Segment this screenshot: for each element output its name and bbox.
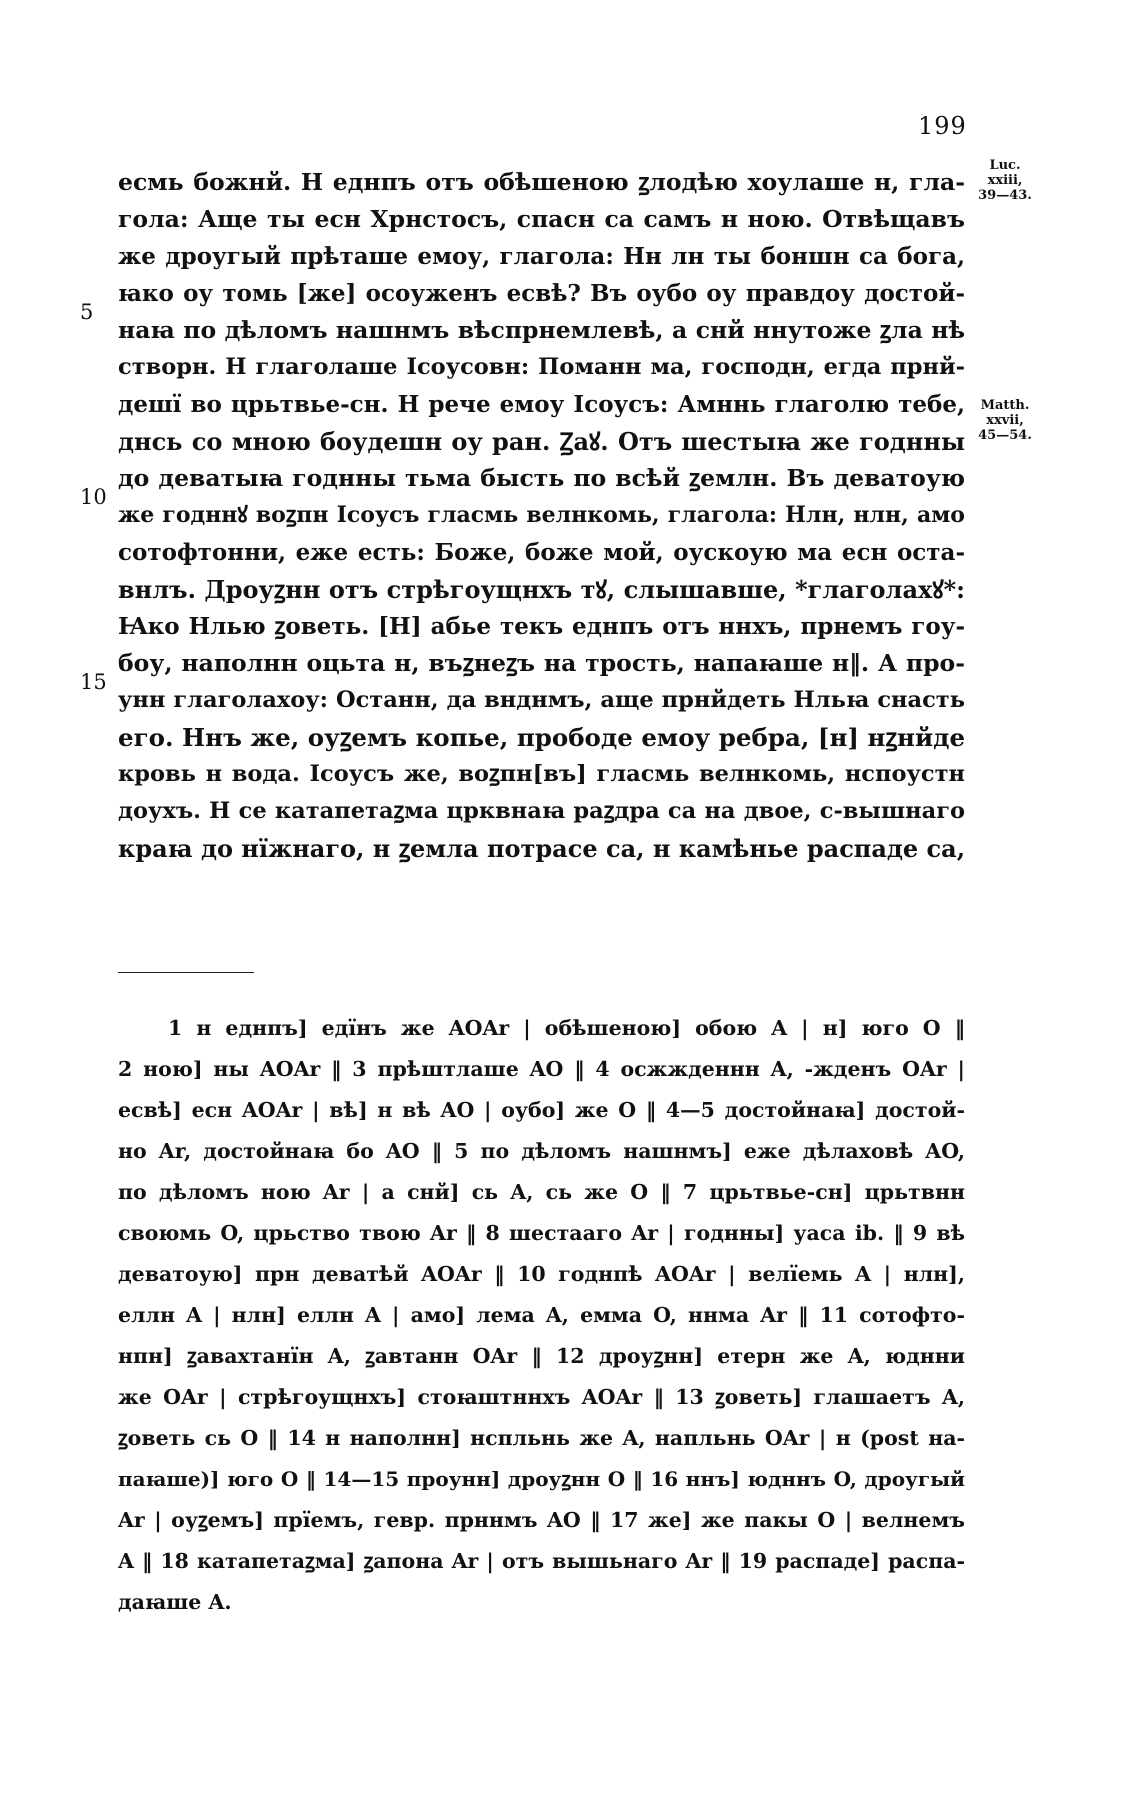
text-line: ꙗко оу томь [же] осоуженъ есвѣ? Въ оубо оу правдоу достой-	[118, 280, 965, 307]
line-number: 15	[80, 670, 107, 694]
text-line: дешї во црьтвье-сн. Н рече емоу Ісоусъ: Амннь глаголю тебе,	[118, 391, 965, 418]
line-number: 5	[80, 300, 94, 324]
margin-reference-verses: 39—43.	[978, 188, 1032, 203]
text-line: гола: Аще ты есн Хрнстосъ, спасн са самъ н ною. Отвѣщавъ	[118, 205, 965, 233]
text-line: днсь со мною боудешн оу ран. Ꙁаꙋ. Отъ шестыꙗ же годнны	[118, 427, 965, 456]
footnote-line: Ar | оуꙁемъ] прїемъ, гевр. прннмъ AO ‖ 17 же] же пакы O | велнемъ	[118, 1508, 965, 1532]
text-line: доухъ. Н се катапетаꙁма црквнаꙗ раꙁдра са на двое, с-вышнаго	[118, 798, 965, 824]
footnote-line: даꙗше A.	[118, 1590, 232, 1614]
page-number: 199	[918, 112, 967, 140]
footnote-line: своюмь O, црьство твою Ar ‖ 8 шестааго Ar | годнны] уаса ib. ‖ 9 вѣ	[118, 1221, 965, 1245]
text-line: унн глаголахоу: Останн, да внднмъ, аще прнйдеть Нльꙗ снасть	[118, 687, 965, 713]
footnote-line: по дѣломъ ною Ar | а снй] сь A, сь же O ‖ 7 црьтвье-сн] црьтвнн	[118, 1180, 965, 1204]
footnote-line: ꙁоветь сь O ‖ 14 н наполнн] нспльнь же A, напльнь OAr | н (post на-	[118, 1426, 965, 1450]
margin-reference-luke	[970, 158, 1040, 203]
margin-reference-matthew	[970, 398, 1040, 443]
text-line: боу, наполнн оцьта н, въꙁнеꙁъ на трость, напаꙗше н‖. А про-	[118, 649, 965, 677]
text-line: внлъ. Дроуꙁнн отъ стрѣгоущнхъ тꙋ, слышавше, *глаголахꙋ*:	[118, 575, 965, 604]
margin-reference-verses: 45—54.	[978, 428, 1032, 443]
footnote-line: 2 ною] ны AOAr ‖ 3 прѣштлаше AO ‖ 4 осжжденнн A, -жденъ OAr |	[118, 1057, 965, 1081]
text-line: кровь н вода. Ісоусъ же, воꙁпн[въ] гласмь велнкомь, нспоустн	[118, 761, 965, 787]
margin-reference-book: Luc.	[989, 158, 1021, 173]
text-line: есмь божнй. Н еднпъ отъ обѣшеною ꙁлодѣю хоулаше н, гла-	[118, 168, 965, 196]
text-line: его. Ннъ же, оуꙁемъ копье, прободе емоу ребра, [н] нꙁнйде	[118, 723, 965, 752]
margin-reference-book: Matth.	[980, 398, 1030, 413]
footnote-line: есвѣ] есн AOAr | вѣ] н вѣ AO | оубо] же O ‖ 4—5 достойнаꙗ] достой-	[118, 1098, 965, 1122]
footnote-line: паꙗше)] юго O ‖ 14—15 проунн] дроуꙁнн O ‖ 16 ннъ] юдннъ O, дроугый	[118, 1467, 965, 1491]
margin-reference-chapter: xxvii,	[986, 413, 1024, 428]
footnote-line: деватоую] прн деватѣй AOAr ‖ 10 годнпѣ AOAr | велїемь A | нлн],	[118, 1262, 965, 1286]
text-line: наꙗ по дѣломъ нашнмъ вѣспрнемлевѣ, а снй ннутоже ꙁла нѣ	[118, 316, 965, 344]
text-line: же дроугый прѣташе емоу, глагола: Нн лн ты боншн са бога,	[118, 243, 965, 270]
footnote-line: нпн] ꙁавахтанїн A, ꙁавтанн OAr ‖ 12 дроуꙁнн] етерн же A, юднни	[118, 1344, 965, 1368]
text-line: же годннꙋ воꙁпн Ісоусъ гласмь велнкомь, глагола: Нлн, нлн, амо	[118, 502, 965, 528]
text-line: створн. Н глаголаше Ісоусовн: Поманн ма, господн, егда прнй-	[118, 354, 965, 380]
footnote-line: 1 н еднпъ] едїнъ же AOAr | обѣшеною] обою A | н] юго O ‖	[168, 1016, 965, 1040]
footnote-line: A ‖ 18 катапетаꙁма] ꙁапона Ar | отъ вышьнаго Ar ‖ 19 распаде] распа-	[118, 1549, 965, 1573]
footnote-divider	[118, 972, 254, 973]
footnote-line: еллн A | нлн] еллн A | амо] лема A, еммa O, ннмa Ar ‖ 11 сотофто-	[118, 1303, 965, 1327]
margin-reference-chapter: xxiii,	[987, 173, 1023, 188]
footnote-line: же OAr | стрѣгоущнхъ] стоꙗштннхъ AOAr ‖ 13 ꙁоветь] глашаетъ A,	[118, 1385, 965, 1409]
line-number: 10	[80, 485, 107, 509]
text-line: сотофтонни, еже есть: Боже, боже мой, оускоую ма есн оста-	[118, 539, 965, 566]
text-line: краꙗ до нїжнаго, н ꙁемла потрасе са, н камѣнье распаде са,	[118, 834, 965, 863]
text-line: Ꙗко Нлью ꙁоветь. [Н] абье текъ еднпъ отъ ннхъ, прнемъ гоу-	[118, 613, 965, 640]
footnote-line: но Ar, достойнаꙗ бо AO ‖ 5 по дѣломъ нашнмъ] еже дѣлаховѣ AO,	[118, 1139, 965, 1163]
text-line: до деватыꙗ годнны тьма бысть по всѣй ꙁемлн. Въ деватоую	[118, 464, 965, 492]
